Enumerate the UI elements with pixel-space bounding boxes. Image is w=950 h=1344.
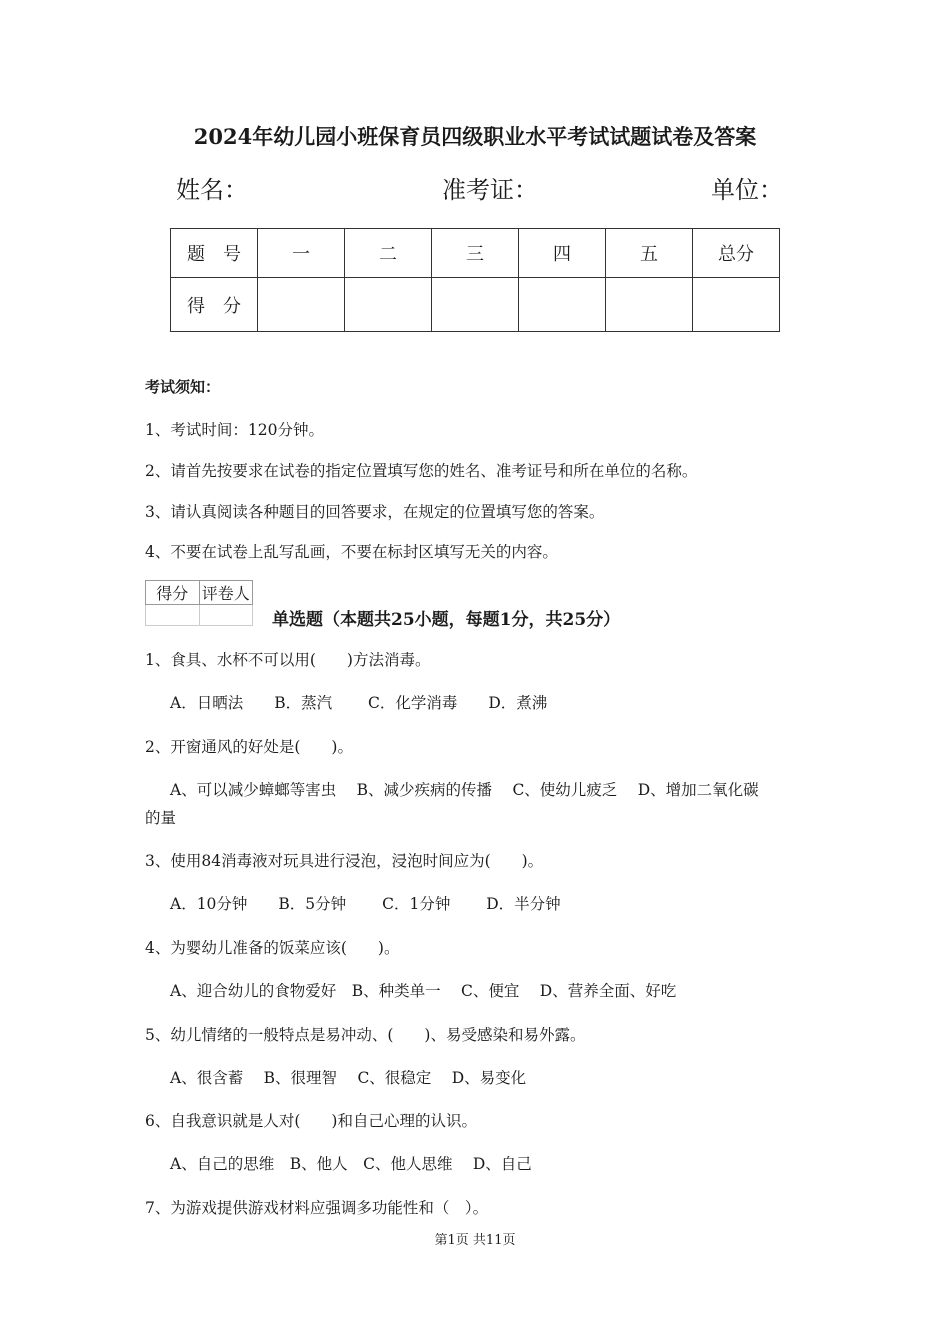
score-table-header-cell: 总分 <box>693 229 780 278</box>
score-table-header-cell: 题 号 <box>171 229 258 278</box>
question-stem: 7、为游戏提供游戏材料应强调多功能性和（ ）。 <box>145 1199 489 1217</box>
exam-number-field-label: 准考证： <box>442 176 538 204</box>
question-stem: 3、使用84消毒液对玩具进行浸泡，浸泡时间应为( )。 <box>145 852 544 870</box>
score-table-header-cell: 四 <box>519 229 606 278</box>
score-input-cell[interactable] <box>519 278 606 332</box>
question-options: A．10分钟 B．5分钟 C．1分钟 D．半分钟 <box>170 895 561 913</box>
score-table-header-cell: 一 <box>258 229 345 278</box>
question-options: A、自己的思维 B、他人 C、他人思维 D、自己 <box>170 1155 532 1173</box>
score-input-cell[interactable] <box>606 278 693 332</box>
question-stem: 1、食具、水杯不可以用( )方法消毒。 <box>145 651 431 669</box>
section-heading: 单选题（本题共25小题，每题1分，共25分） <box>272 610 621 630</box>
score-table-header-cell: 五 <box>606 229 693 278</box>
score-table-score-row <box>171 278 780 332</box>
question-options-continued: 的量 <box>145 809 177 827</box>
score-table-header-cell: 二 <box>345 229 432 278</box>
question-options: A、迎合幼儿的食物爱好 B、种类单一 C、便宜 D、营养全面、好吃 <box>170 982 677 1000</box>
question-options: A、可以减少蟑螂等害虫 B、减少疾病的传播 C、使幼儿疲乏 D、增加二氧化碳 <box>170 781 759 799</box>
page-title: 2024年幼儿园小班保育员四级职业水平考试试题试卷及答案 <box>193 124 757 149</box>
question-stem: 2、开窗通风的好处是( )。 <box>145 738 353 756</box>
score-input-cell[interactable] <box>345 278 432 332</box>
score-input-cell[interactable] <box>258 278 345 332</box>
score-table-header-row <box>171 229 780 278</box>
grader-score-cell[interactable] <box>146 605 200 626</box>
question-options: A、很含蓄 B、很理智 C、很稳定 D、易变化 <box>170 1069 527 1087</box>
notice-item: 4、不要在试卷上乱写乱画，不要在标封区填写无关的内容。 <box>145 543 558 561</box>
score-table <box>170 228 780 332</box>
grader-box <box>145 580 253 626</box>
question-stem: 5、幼儿情绪的一般特点是易冲动、( )、易受感染和易外露。 <box>145 1026 586 1044</box>
question-stem: 4、为婴幼儿准备的饭菜应该( )。 <box>145 939 400 957</box>
score-table-header-cell: 三 <box>432 229 519 278</box>
grader-name-cell[interactable] <box>199 605 253 626</box>
notice-item: 2、请首先按要求在试卷的指定位置填写您的姓名、准考证号和所在单位的名称。 <box>145 462 698 480</box>
name-field-label: 姓名： <box>176 176 248 204</box>
notice-item: 1、考试时间：120分钟。 <box>145 421 324 439</box>
unit-field-label: 单位： <box>711 176 783 204</box>
grader-name-label: 评卷人 <box>199 581 253 605</box>
score-input-cell[interactable] <box>432 278 519 332</box>
notice-heading: 考试须知： <box>145 378 221 396</box>
question-options: A．日晒法 B．蒸汽 C．化学消毒 D．煮沸 <box>170 694 548 712</box>
grader-score-label: 得分 <box>146 581 200 605</box>
score-input-cell[interactable] <box>693 278 780 332</box>
notice-item: 3、请认真阅读各种题目的回答要求，在规定的位置填写您的答案。 <box>145 503 605 521</box>
score-table-row-label: 得 分 <box>171 278 258 332</box>
question-stem: 6、自我意识就是人对( )和自己心理的认识。 <box>145 1112 477 1130</box>
page-footer: 第1页 共11页 <box>434 1233 516 1248</box>
